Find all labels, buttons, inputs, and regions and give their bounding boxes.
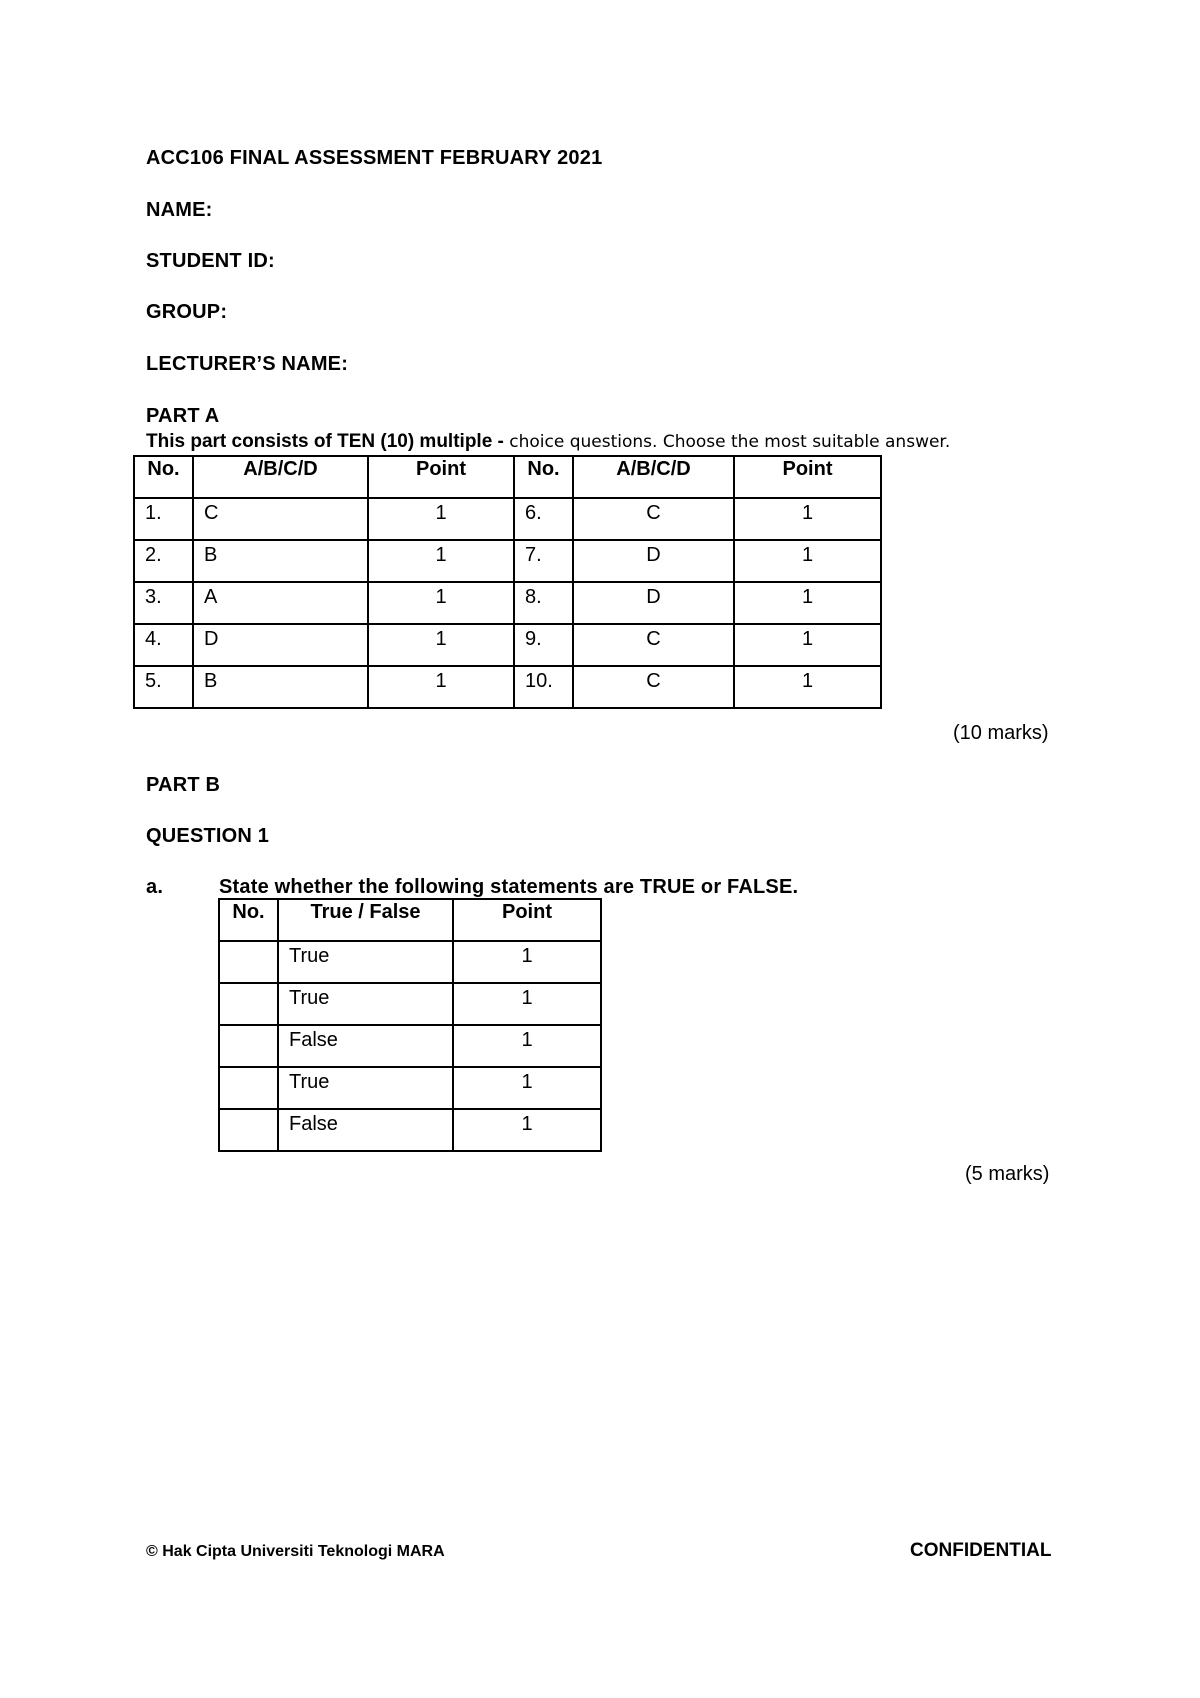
point-cell: 1 xyxy=(453,983,601,1025)
true-false-cell: False xyxy=(278,1109,453,1151)
true-false-cell: True xyxy=(278,1067,453,1109)
table-row xyxy=(219,1067,601,1109)
point-cell: 1 xyxy=(734,498,881,540)
table-header-row xyxy=(134,456,881,498)
table-row xyxy=(134,624,881,666)
point-cell: 1 xyxy=(368,498,514,540)
column-header: Point xyxy=(734,456,881,498)
table-header-row xyxy=(219,899,601,941)
part-a-instruction xyxy=(146,431,950,453)
point-cell: 1 xyxy=(453,1109,601,1151)
table-row xyxy=(134,582,881,624)
point-cell: 1 xyxy=(368,540,514,582)
document-title: ACC106 FINAL ASSESSMENT FEBRUARY 2021 xyxy=(146,147,603,169)
answer-cell: B xyxy=(193,540,368,582)
answer-cell: C xyxy=(573,624,734,666)
answer-cell: C xyxy=(573,666,734,708)
column-header: A/B/C/D xyxy=(193,456,368,498)
statement-number xyxy=(219,1109,278,1151)
lecturer-name-label: LECTURER’S NAME: xyxy=(146,353,349,375)
group-label: GROUP: xyxy=(146,301,228,323)
answer-cell: C xyxy=(573,498,734,540)
confidential-label: CONFIDENTIAL xyxy=(910,1540,1052,1561)
point-cell: 1 xyxy=(453,1025,601,1067)
statement-number xyxy=(219,983,278,1025)
true-false-cell: True xyxy=(278,941,453,983)
column-header: A/B/C/D xyxy=(573,456,734,498)
point-cell: 1 xyxy=(453,1067,601,1109)
table-row xyxy=(219,983,601,1025)
name-label: NAME: xyxy=(146,199,213,221)
point-cell: 1 xyxy=(368,582,514,624)
column-header: No. xyxy=(219,899,278,941)
table-row xyxy=(219,941,601,983)
table-row xyxy=(219,1025,601,1067)
student-id-label: STUDENT ID: xyxy=(146,250,275,272)
column-header: No. xyxy=(134,456,193,498)
question-number: 5. xyxy=(134,666,193,708)
statement-number xyxy=(219,1025,278,1067)
point-cell: 1 xyxy=(368,624,514,666)
question-number: 1. xyxy=(134,498,193,540)
answer-cell: D xyxy=(193,624,368,666)
answer-cell: B xyxy=(193,666,368,708)
point-cell: 1 xyxy=(368,666,514,708)
true-false-cell: False xyxy=(278,1025,453,1067)
question-title: QUESTION 1 xyxy=(146,825,270,847)
question-number: 3. xyxy=(134,582,193,624)
table-row xyxy=(134,540,881,582)
question-number: 4. xyxy=(134,624,193,666)
answer-cell: A xyxy=(193,582,368,624)
part-a-title: PART A xyxy=(146,405,220,427)
table-row xyxy=(134,498,881,540)
part-b-instruction: State whether the following statements are TRUE or FALSE. xyxy=(219,876,799,898)
column-header: Point xyxy=(368,456,514,498)
part-a-instruction-rest: choice questions. Choose the most suitable answer. xyxy=(503,432,951,452)
question-number: 6. xyxy=(514,498,573,540)
statement-number xyxy=(219,1067,278,1109)
statement-number xyxy=(219,941,278,983)
point-cell: 1 xyxy=(453,941,601,983)
question-number: 7. xyxy=(514,540,573,582)
point-cell: 1 xyxy=(734,540,881,582)
point-cell: 1 xyxy=(734,624,881,666)
table-row xyxy=(219,1109,601,1151)
point-cell: 1 xyxy=(734,666,881,708)
column-header: Point xyxy=(453,899,601,941)
answer-cell: D xyxy=(573,582,734,624)
sub-question-label: a. xyxy=(146,876,164,898)
column-header: No. xyxy=(514,456,573,498)
copyright-footer: © Hak Cipta Universiti Teknologi MARA xyxy=(146,1543,445,1560)
part-b-marks: (5 marks) xyxy=(965,1163,1050,1185)
part-b-answer-table xyxy=(218,898,602,1152)
answer-cell: C xyxy=(193,498,368,540)
part-b-title: PART B xyxy=(146,774,221,796)
question-number: 9. xyxy=(514,624,573,666)
column-header: True / False xyxy=(278,899,453,941)
question-number: 10. xyxy=(514,666,573,708)
true-false-cell: True xyxy=(278,983,453,1025)
question-number: 2. xyxy=(134,540,193,582)
question-number: 8. xyxy=(514,582,573,624)
part-a-instruction-bold: This part consists of TEN (10) multiple - xyxy=(146,431,504,452)
table-row xyxy=(134,666,881,708)
part-a-marks: (10 marks) xyxy=(953,722,1049,744)
point-cell: 1 xyxy=(734,582,881,624)
answer-cell: D xyxy=(573,540,734,582)
part-a-answer-table xyxy=(133,455,882,709)
